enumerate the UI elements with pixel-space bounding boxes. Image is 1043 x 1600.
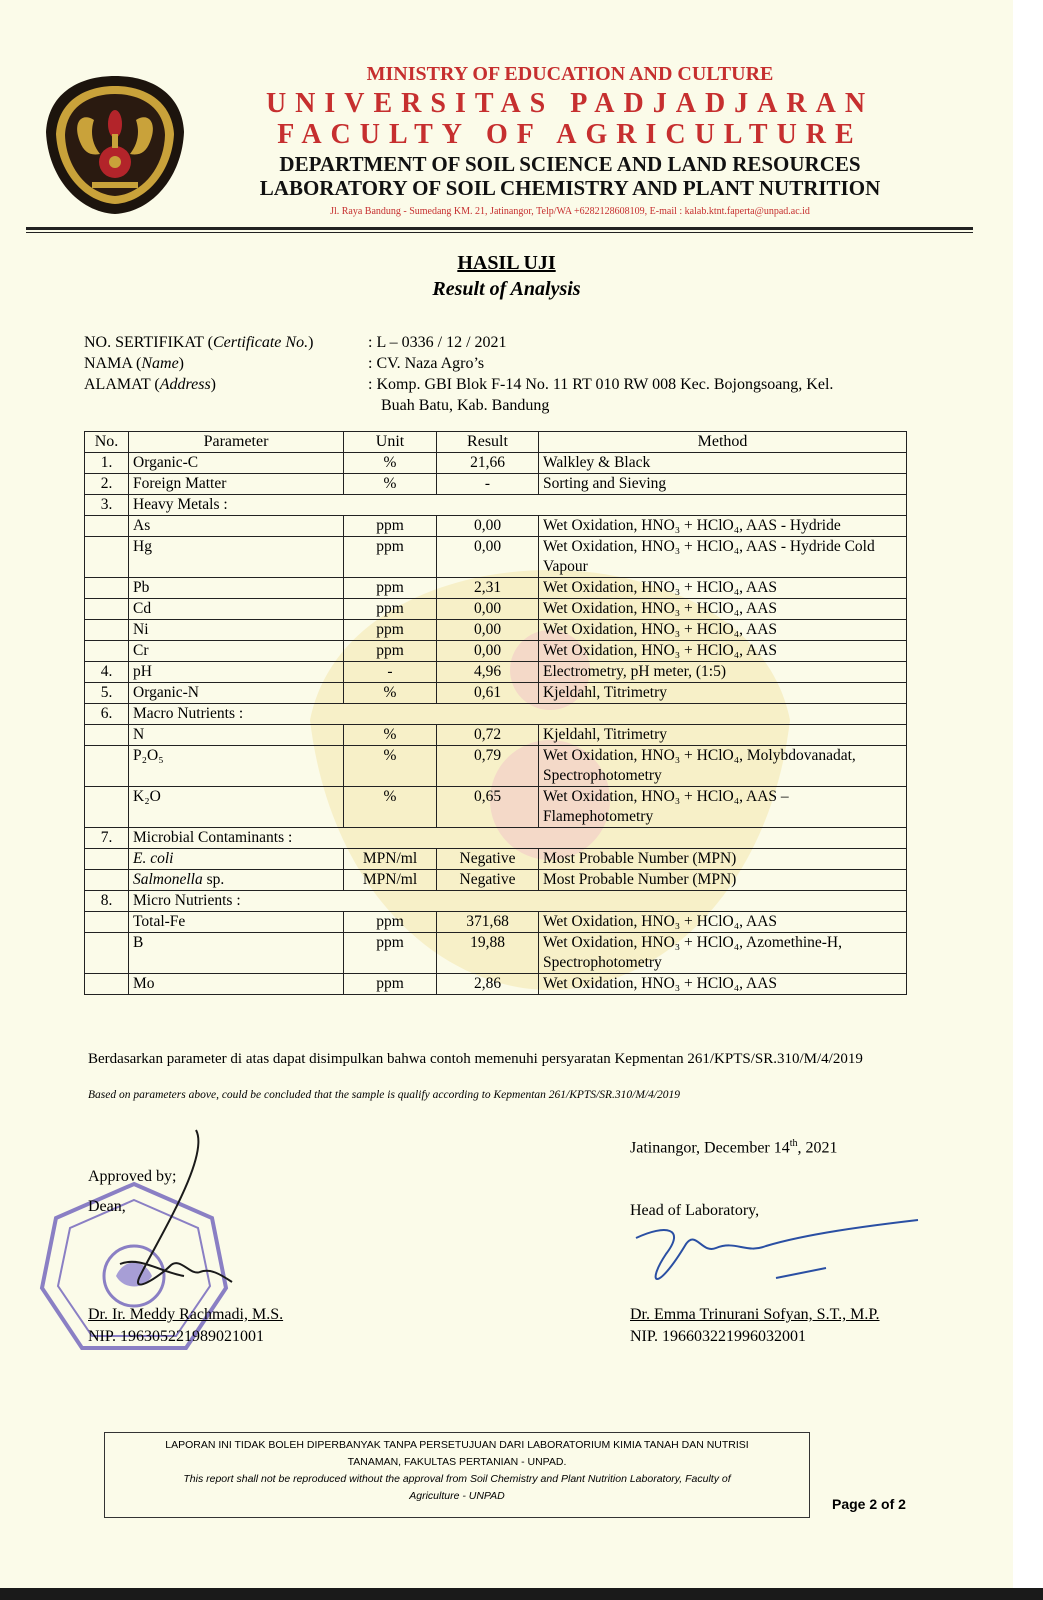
cell-result: 0,00: [437, 537, 539, 578]
cell-result: Negative: [437, 849, 539, 870]
cell-unit: %: [344, 453, 437, 474]
cell-result: 0,65: [437, 787, 539, 828]
cell-unit: ppm: [344, 974, 437, 995]
cell-method: Most Probable Number (MPN): [539, 849, 907, 870]
table-row: [85, 849, 907, 870]
cell-method: Electrometry, pH meter, (1:5): [539, 662, 907, 683]
bottom-edge: [0, 1588, 1043, 1600]
table-row: [85, 870, 907, 891]
university-heading: UNIVERSITAS PADJADJARAN: [265, 88, 875, 119]
cell-group: Heavy Metals :: [129, 495, 907, 516]
cell-param: Cd: [129, 599, 344, 620]
cell-param: As: [129, 516, 344, 537]
table-row: [85, 599, 907, 620]
cell-no: 6.: [85, 704, 129, 725]
page-number: Page 2 of 2: [832, 1496, 906, 1512]
cell-no: 8.: [85, 891, 129, 912]
cell-param: pH: [129, 662, 344, 683]
cell-unit: ppm: [344, 516, 437, 537]
table-row: [85, 641, 907, 662]
cell-param: E. coli: [129, 849, 344, 870]
cell-method: Wet Oxidation, HNO₃ + HClO₄, Molybdovanadat, Spectrophotometry: [539, 746, 907, 787]
table-row: [85, 912, 907, 933]
dean-name: Dr. Ir. Meddy Rachmadi, M.S.: [88, 1306, 284, 1323]
laboratory-heading: LABORATORY OF SOIL CHEMISTRY AND PLANT NUTRITION: [259, 176, 881, 200]
cell-method: Wet Oxidation, HNO₃ + HClO₄, AAS: [539, 641, 907, 662]
name-label: NAMA (Name): [84, 355, 184, 372]
table-body: [85, 453, 907, 995]
unpad-logo: [42, 72, 188, 218]
dean-signature: [100, 1126, 240, 1316]
header-rule-thick: [26, 227, 973, 230]
cell-unit: ppm: [344, 578, 437, 599]
cell-method: Sorting and Sieving: [539, 474, 907, 495]
report-subtitle: Result of Analysis: [432, 278, 581, 300]
cell-method: Kjeldahl, Titrimetry: [539, 725, 907, 746]
cell-param: Salmonella sp.: [129, 870, 344, 891]
cell-method: Wet Oxidation, HNO₃ + HClO₄, AAS - Hydride: [539, 516, 907, 537]
cell-unit: ppm: [344, 933, 437, 974]
cell-unit: ppm: [344, 912, 437, 933]
cell-unit: MPN/ml: [344, 870, 437, 891]
cell-param: P₂O₅: [129, 746, 344, 787]
col-method: Method: [539, 432, 907, 453]
header-rule-thin: [26, 232, 973, 233]
cell-result: 2,31: [437, 578, 539, 599]
cell-result: 0,00: [437, 516, 539, 537]
table-row: [85, 746, 907, 787]
cell-unit: %: [344, 725, 437, 746]
cell-unit: %: [344, 474, 437, 495]
faculty-heading: FACULTY OF AGRICULTURE: [277, 119, 863, 150]
results-table: [84, 431, 907, 995]
head-title: Head of Laboratory,: [630, 1202, 760, 1219]
cell-param: Pb: [129, 578, 344, 599]
cell-param: K₂O: [129, 787, 344, 828]
cell-param: Mo: [129, 974, 344, 995]
cell-group: Micro Nutrients :: [129, 891, 907, 912]
cell-result: 0,00: [437, 620, 539, 641]
lab-address: Jl. Raya Bandung - Sumedang KM. 21, Jatinangor, Telp/WA +6282128608109, E-mail : kalab.ktnt.faperta@unpad.ac.id: [330, 206, 810, 217]
table-row: [85, 474, 907, 495]
cell-no: 7.: [85, 828, 129, 849]
footer-line-4: Agriculture - UNPAD: [409, 1490, 505, 1502]
cell-param: Hg: [129, 537, 344, 578]
table-row: [85, 453, 907, 474]
cell-unit: ppm: [344, 537, 437, 578]
cell-method: Wet Oxidation, HNO₃ + HClO₄, AAS: [539, 578, 907, 599]
cell-result: 2,86: [437, 974, 539, 995]
address-label: ALAMAT (Address): [84, 376, 216, 393]
cell-param: B: [129, 933, 344, 974]
dean-nip: NIP. 196305221989021001: [88, 1328, 265, 1345]
cell-param: Cr: [129, 641, 344, 662]
cell-method: Wet Oxidation, HNO₃ + HClO₄, AAS: [539, 974, 907, 995]
footer-line-2: TANAMAN, FAKULTAS PERTANIAN - UNPAD.: [347, 1456, 567, 1468]
cell-unit: ppm: [344, 620, 437, 641]
cell-method: Wet Oxidation, HNO₃ + HClO₄, AAS: [539, 599, 907, 620]
cell-group: Macro Nutrients :: [129, 704, 907, 725]
table-group-row: [85, 828, 907, 849]
approved-by-label: Approved by;: [88, 1168, 177, 1185]
cell-unit: ppm: [344, 641, 437, 662]
table-row: [85, 933, 907, 974]
cell-result: 19,88: [437, 933, 539, 974]
department-heading: DEPARTMENT OF SOIL SCIENCE AND LAND RESOURCES: [279, 152, 861, 176]
cell-method: Wet Oxidation, HNO₃ + HClO₄, Azomethine-H, Spectrophotometry: [539, 933, 907, 974]
report-title: HASIL UJI: [457, 252, 556, 274]
col-result: Result: [437, 432, 539, 453]
cell-result: 4,96: [437, 662, 539, 683]
ministry-heading: MINISTRY OF EDUCATION AND CULTURE: [366, 63, 774, 85]
cell-method: Kjeldahl, Titrimetry: [539, 683, 907, 704]
cell-group: Microbial Contaminants :: [129, 828, 907, 849]
cert-label: NO. SERTIFIKAT (Certificate No.): [84, 334, 314, 351]
conclusion-text-en: Based on parameters above, could be concluded that the sample is qualify according to Kepmentan 261/KPTS/SR.310/M/4/2019: [88, 1089, 681, 1101]
cell-param: Ni: [129, 620, 344, 641]
head-signature: [626, 1214, 926, 1304]
cell-no: 3.: [85, 495, 129, 516]
address-value-2: Buah Batu, Kab. Bandung: [381, 397, 550, 414]
cell-unit: ppm: [344, 599, 437, 620]
cell-method: Wet Oxidation, HNO₃ + HClO₄, AAS - Hydride Cold Vapour: [539, 537, 907, 578]
col-no: No.: [85, 432, 129, 453]
cell-no: 1.: [85, 453, 129, 474]
cell-unit: %: [344, 746, 437, 787]
cell-param: Foreign Matter: [129, 474, 344, 495]
cell-no: 5.: [85, 683, 129, 704]
cell-result: 371,68: [437, 912, 539, 933]
name-value: : CV. Naza Agro’s: [368, 355, 485, 372]
address-value: : Komp. GBI Blok F-14 No. 11 RT 010 RW 008 Kec. Bojongsoang, Kel.: [368, 376, 834, 393]
dean-title: Dean,: [88, 1198, 126, 1215]
col-parameter: Parameter: [129, 432, 344, 453]
cell-result: -: [437, 474, 539, 495]
table-row: [85, 537, 907, 578]
head-nip: NIP. 196603221996032001: [630, 1328, 807, 1345]
footer-line-3: This report shall not be reproduced without the approval from Soil Chemistry and Plant Nutrition Laboratory, Faculty of: [183, 1473, 731, 1485]
cell-result: 0,72: [437, 725, 539, 746]
cert-value: : L – 0336 / 12 / 2021: [368, 334, 507, 351]
cell-param: N: [129, 725, 344, 746]
cell-result: 0,79: [437, 746, 539, 787]
table-row: [85, 683, 907, 704]
table-group-row: [85, 495, 907, 516]
table-row: [85, 662, 907, 683]
cell-param: Organic-C: [129, 453, 344, 474]
cell-method: Walkley & Black: [539, 453, 907, 474]
cell-method: Most Probable Number (MPN): [539, 870, 907, 891]
cell-param: Organic-N: [129, 683, 344, 704]
cell-result: 0,00: [437, 599, 539, 620]
cell-result: Negative: [437, 870, 539, 891]
cell-unit: %: [344, 787, 437, 828]
table-row: [85, 725, 907, 746]
cell-result: 0,61: [437, 683, 539, 704]
table-group-row: [85, 704, 907, 725]
cell-unit: MPN/ml: [344, 849, 437, 870]
cell-unit: %: [344, 683, 437, 704]
place-date: Jatinangor, December 14th, 2021: [630, 1138, 838, 1157]
cell-result: 21,66: [437, 453, 539, 474]
cell-no: 4.: [85, 662, 129, 683]
cell-method: Wet Oxidation, HNO₃ + HClO₄, AAS – Flamephotometry: [539, 787, 907, 828]
cell-method: Wet Oxidation, HNO₃ + HClO₄, AAS: [539, 620, 907, 641]
table-group-row: [85, 891, 907, 912]
table-row: [85, 620, 907, 641]
col-unit: Unit: [344, 432, 437, 453]
cell-param: Total-Fe: [129, 912, 344, 933]
table-row: [85, 578, 907, 599]
cell-method: Wet Oxidation, HNO₃ + HClO₄, AAS: [539, 912, 907, 933]
head-name: Dr. Emma Trinurani Sofyan, S.T., M.P.: [630, 1306, 880, 1323]
conclusion-text: Berdasarkan parameter di atas dapat disimpulkan bahwa contoh memenuhi persyaratan Kepmentan 261/KPTS/SR.310/M/4/2019: [88, 1051, 863, 1067]
table-header-row: [85, 432, 907, 453]
table-row: [85, 787, 907, 828]
table-row: [85, 974, 907, 995]
cell-no: 2.: [85, 474, 129, 495]
table-row: [85, 516, 907, 537]
cell-result: 0,00: [437, 641, 539, 662]
footer-notice: [104, 1432, 810, 1518]
cell-unit: -: [344, 662, 437, 683]
footer-line-1: LAPORAN INI TIDAK BOLEH DIPERBANYAK TANPA PERSETUJUAN DARI LABORATORIUM KIMIA TANAH DAN NUTRISI: [165, 1439, 749, 1451]
